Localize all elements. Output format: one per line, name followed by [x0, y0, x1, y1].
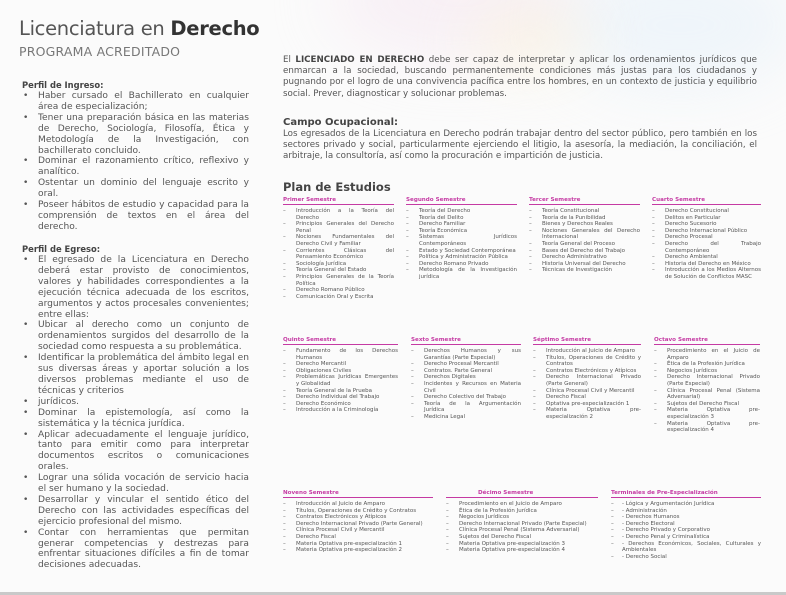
course-item: – - Derecho Social: [611, 554, 761, 561]
course-item: – Materia Optativa pre-especialización 4: [446, 547, 598, 554]
semestre-10: [446, 490, 598, 554]
semestre-8: [654, 337, 760, 434]
semestre-list: [654, 348, 760, 434]
semestre-list: [283, 208, 394, 300]
course-item: – Materia Optativa pre-especialización 2: [283, 547, 433, 554]
course-item: – Derecho Mercantil: [283, 361, 398, 368]
course-item: – Clínica Procesal Civil y Mercantil: [283, 527, 433, 534]
course-item: – Teoría General del Estado: [283, 267, 394, 274]
list-item: • Haber cursado el Bachillerato en cualquier área de especialización;: [22, 91, 249, 113]
course-item: – Derecho Internacional Privado (Parte Especial): [446, 521, 598, 528]
course-item: – Principios Generales de la Teoría Política: [283, 274, 394, 287]
course-item: – Derecho Fiscal: [283, 534, 433, 541]
course-item: – Derecho del Trabajo Contemporáneo: [652, 241, 761, 254]
course-item: – Títulos, Operaciones de Crédito y Contratos: [533, 355, 641, 368]
semestre-2: [406, 197, 517, 281]
perfil-ingreso-heading: Perfil de Ingreso:: [22, 80, 104, 90]
list-item: • jurídicos.: [22, 397, 249, 408]
semestre-5: [283, 337, 398, 414]
semestre-list: [283, 501, 433, 554]
intro-post: debe ser capaz de interpretar y aplicar los ordenamientos jurídicos que enmarcan a la sociedad, buscando permanentemente condiciones más justas para los ciudadanos y pugnando por el logro de una convivencia pacífica entre los hombres, en un contexto de justicia y equilibrio social. Prever, diagnosticar y solucionar problemas.: [283, 55, 757, 99]
course-item: – Problemáticas Jurídicas Emergentes y Globalidad: [283, 374, 398, 387]
course-item: – Teoría de la Punibilidad: [529, 215, 640, 222]
semestre-title: Terminales de Pre-Especialización: [611, 490, 761, 498]
course-item: – Sociología Jurídica: [283, 261, 394, 268]
semestre-title: Cuarto Semestre: [652, 197, 761, 205]
course-item: – - Lógica y Argumentación Jurídica: [611, 501, 761, 508]
course-item: – Derecho Internacional Privado (Parte General): [533, 374, 641, 387]
course-item: – Medicina Legal: [411, 414, 521, 421]
course-item: – Sistemas Jurídicos Contemporáneos: [406, 234, 517, 247]
course-item: – Nociones Fundamentales del Derecho Civil y Familiar: [283, 234, 394, 247]
course-item: – Derecho Romano Privado: [406, 261, 517, 268]
course-item: – Obligaciones Civiles: [283, 368, 398, 375]
semestre-list: [529, 208, 640, 274]
course-item: – Ética de la Profesión Jurídica: [654, 361, 760, 368]
semestre-list: [283, 348, 398, 414]
course-item: – Contratos Electrónicos y Atípicos: [533, 368, 641, 375]
course-item: – Derecho Internacional Público: [652, 228, 761, 235]
course-item: – Introducción al Juicio de Amparo: [283, 501, 433, 508]
course-item: – Introducción a la Teoría del Derecho: [283, 208, 394, 221]
course-item: – Estado y Sociedad Contemporánea: [406, 248, 517, 255]
semestre-list: [652, 208, 761, 281]
semestre-1: [283, 197, 394, 300]
course-item: – Materia Optativa pre-especialización 3: [654, 407, 760, 420]
course-item: – Comunicación Oral y Escrita: [283, 294, 394, 301]
campo-text: Los egresados de la Licenciatura en Derecho podrán trabajar dentro del sector público, pero también en los sectores privado y social, particularmente ejerciendo el litigio, la asesoría, la mediación, la conciliación, el arbitraje, la consultoría, así como la procuración e impartición de justicia.: [283, 129, 757, 162]
list-item: • Dominar el razonamiento crítico, reflexivo y analítico.: [22, 156, 249, 178]
course-item: – Derechos Humanos y sus Garantías (Parte Especial): [411, 348, 521, 361]
course-item: – Teoría General del Proceso: [529, 241, 640, 248]
course-item: – Clínica Procesal Civil y Mercantil: [533, 388, 641, 395]
semestre-list: [533, 348, 641, 421]
list-item: • Dominar la epistemología, así como la sistemática y la técnica jurídica.: [22, 408, 249, 430]
course-item: – Títulos, Operaciones de Crédito y Contratos: [283, 508, 433, 515]
intro-paragraph: [283, 55, 757, 100]
course-item: – Principios Generales del Derecho Penal: [283, 221, 394, 234]
list-item: • Desarrollar y vincular el sentido ético del Derecho con las actividades específicas del ejercicio profesional del mismo.: [22, 495, 249, 528]
title-light: Licenciatura en: [19, 17, 165, 40]
course-item: – Derecho Sucesorio: [652, 221, 761, 228]
perfil-egreso-heading: Perfil de Egreso:: [22, 244, 101, 254]
list-item: • Ostentar un dominio del lenguaje escrito y oral.: [22, 178, 249, 200]
course-item: – Corrientes Clásicas del Pensamiento Económico: [283, 248, 394, 261]
semestre-6: [411, 337, 521, 421]
semestre-title: Décimo Semestre: [446, 490, 598, 498]
course-item: – Derecho Familiar: [406, 221, 517, 228]
course-item: – Derechos Digitales: [411, 374, 521, 381]
course-item: – Ética de la Profesión Jurídica: [446, 508, 598, 515]
perfil-egreso: [22, 244, 249, 571]
course-item: – Metodología de la Investigación jurídica: [406, 267, 517, 280]
course-item: – Teoría General de la Prueba: [283, 388, 398, 395]
course-item: – Teoría de la Argumentación Jurídica: [411, 401, 521, 414]
intro-bold: LICENCIADO EN DERECHO: [295, 55, 425, 65]
semestre-title: Primer Semestre: [283, 197, 394, 205]
title-bold: Derecho: [170, 17, 260, 40]
course-item: – Clínica Procesal Penal (Sistema Adversarial): [654, 388, 760, 401]
course-item: – Procedimiento en el Juicio de Amparo: [446, 501, 598, 508]
course-item: – Introducción a los Medios Alternos de Solución de Conflictos MASC: [652, 267, 761, 280]
course-item: – Derecho Internacional Privado (Parte Especial): [654, 374, 760, 387]
course-item: – Derecho Individual del Trabajo: [283, 394, 398, 401]
course-item: – Derecho Constitucional: [652, 208, 761, 215]
course-item: – Teoría del Derecho: [406, 208, 517, 215]
course-item: – Teoría Económica: [406, 228, 517, 235]
course-item: – Técnicas de Investigación: [529, 267, 640, 274]
course-item: – Derecho Fiscal: [533, 394, 641, 401]
semestre-title: Noveno Semestre: [283, 490, 433, 498]
list-item: • Identificar la problemática del ámbito legal en sus diversas áreas y aportar solución a los diversos problemas mediante el uso de técnicas y criterios: [22, 353, 249, 397]
course-item: – Materia Optativa pre-especialización 1: [283, 541, 433, 548]
semestre-list: [406, 208, 517, 281]
list-item: • Ubicar al derecho como un conjunto de ordenamientos surgidos del desarrollo de la sociedad como respuesta a su problemática.: [22, 320, 249, 353]
course-item: – Historia Universal del Derecho: [529, 261, 640, 268]
course-item: – Teoría Constitucional: [529, 208, 640, 215]
semestre-title: Quinto Semestre: [283, 337, 398, 345]
list-item: • Poseer hábitos de estudio y capacidad para la comprensión de textos en el área del derecho.: [22, 200, 249, 233]
course-item: – Teoría del Delito: [406, 215, 517, 222]
semestre-list: [446, 501, 598, 554]
course-item: – - Derechos Humanos: [611, 514, 761, 521]
list-item: • Aplicar adecuadamente el lenguaje jurídico, tanto para emitir como para interpretar documentos escritos o comunicaciones orales.: [22, 430, 249, 474]
course-item: – Bienes y Derechos Reales: [529, 221, 640, 228]
course-item: – Materia Optativa pre-especialización 4: [654, 421, 760, 434]
course-item: – Sujetos del Derecho Fiscal: [446, 534, 598, 541]
course-item: – Derecho Procesal: [652, 234, 761, 241]
course-item: – - Derechos Económicos, Sociales, Culturales y Ambientales: [611, 541, 761, 554]
course-item: – Derecho Colectivo del Trabajo: [411, 394, 521, 401]
course-item: – - Administración: [611, 508, 761, 515]
list-item: • Lograr una sólida vocación de servicio hacia el ser humano y la sociedad.: [22, 473, 249, 495]
course-item: – - Derecho Penal y Criminalística: [611, 534, 761, 541]
semestre-title: Séptimo Semestre: [533, 337, 641, 345]
course-item: – Materia Optativa pre-especialización 3: [446, 541, 598, 548]
course-item: – Nociones Generales del Derecho Internacional: [529, 228, 640, 241]
course-item: – Contratos Electrónicos y Atípicos: [283, 514, 433, 521]
course-item: – Derecho Procesal Mercantil: [411, 361, 521, 368]
course-item: – Procedimiento en el Juicio de Amparo: [654, 348, 760, 361]
course-item: – Optativa pre-especialización 1: [533, 401, 641, 408]
list-item: • Contar con herramientas que permitan generar competencias y destrezas para enfrentar situaciones difíciles a fin de tomar decisiones adecuadas.: [22, 528, 249, 572]
intro-pre: El: [283, 55, 296, 65]
course-item: – Política y Administración Pública: [406, 254, 517, 261]
course-item: – Introducción a la Criminología: [283, 407, 398, 414]
semestre-title: Sexto Semestre: [411, 337, 521, 345]
course-item: – - Derecho Electoral: [611, 521, 761, 528]
course-item: – Derecho Económico: [283, 401, 398, 408]
plan-heading: Plan de Estudios: [283, 180, 391, 194]
semestre-4: [652, 197, 761, 281]
semestre-9: [283, 490, 433, 554]
course-item: – Negocios Jurídicos: [654, 368, 760, 375]
course-item: – Derecho Romano Público: [283, 287, 394, 294]
course-item: – Historia del Derecho en México: [652, 261, 761, 268]
list-item: • El egresado de la Licenciatura en Derecho deberá estar provisto de conocimientos, valores y habilidades correspondientes a la ejecución técnica adecuada de los escritos, argumentos y actos procesales convenientes; entre ellas:: [22, 255, 249, 320]
course-item: – Derecho Ambiental: [652, 254, 761, 261]
semestre-list: [411, 348, 521, 421]
course-item: – Derecho Administrativo: [529, 254, 640, 261]
course-item: – Sujetos del Derecho Fiscal: [654, 401, 760, 408]
course-item: – Negocios Jurídicos: [446, 514, 598, 521]
course-item: – Introducción al Juicio de Amparo: [533, 348, 641, 355]
course-item: – - Derecho Privado y Corporativo: [611, 527, 761, 534]
campo-heading: Campo Ocupacional:: [283, 117, 398, 128]
course-item: – Delitos en Particular: [652, 215, 761, 222]
course-item: – Fundamento de los Derechos Humanos: [283, 348, 398, 361]
semestre-terminales: [611, 490, 761, 560]
semestre-7: [533, 337, 641, 421]
semestre-title: Tercer Semestre: [529, 197, 640, 205]
page-title: [19, 17, 259, 40]
list-item: • Tener una preparación básica en las materias de Derecho, Sociología, Filosofía, Ética y Metodología de la Investigación, con bachillerato concluido.: [22, 113, 249, 157]
course-item: – Clínica Procesal Penal (Sistema Adversarial): [446, 527, 598, 534]
course-item: – Derecho Internacional Privado (Parte General): [283, 521, 433, 528]
course-item: – Bases del Derecho del Trabajo: [529, 248, 640, 255]
perfil-ingreso: [22, 80, 249, 233]
course-item: – Materia Optativa pre-especialización 2: [533, 407, 641, 420]
semestre-3: [529, 197, 640, 274]
semestre-title: Segundo Semestre: [406, 197, 517, 205]
course-item: – Contratos. Parte General: [411, 368, 521, 375]
course-item: – Incidentes y Recursos en Materia Civil: [411, 381, 521, 394]
semestre-title: Octavo Semestre: [654, 337, 760, 345]
semestre-list: [611, 501, 761, 560]
page-subtitle: PROGRAMA ACREDITADO: [19, 44, 181, 59]
